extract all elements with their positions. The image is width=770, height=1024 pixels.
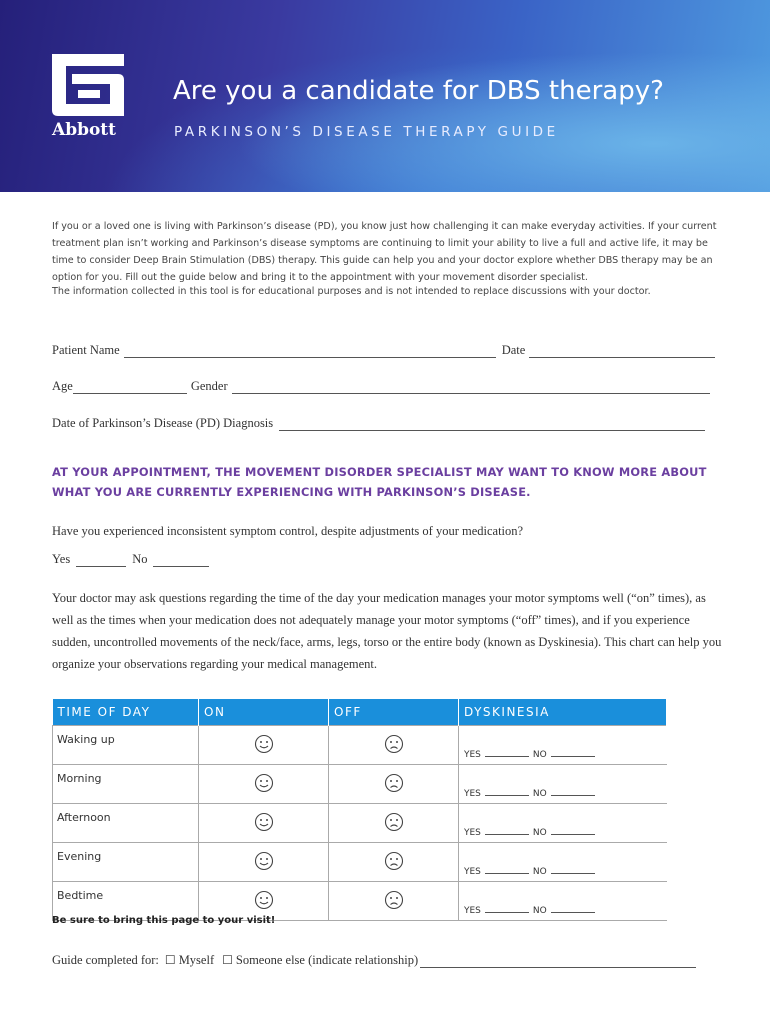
frowning-face-icon (384, 783, 404, 796)
reminder-text: Be sure to bring this page to your visit! (52, 915, 276, 926)
abbott-logo-icon (52, 54, 124, 116)
dyskinesia-yes-label: YES (464, 828, 481, 838)
off-cell[interactable] (329, 882, 459, 921)
table-row (53, 726, 667, 765)
dyskinesia-yes-field[interactable] (485, 834, 529, 835)
header-off: OFF (329, 699, 459, 726)
medication-paragraph: Your doctor may ask questions regarding the time of the day your medication manages your motor symptoms well (“on” times), as well as the times when your medication does not adequately manage your motor symptoms (“off” times), and if you experience sudden, uncontrolled movements of the neck/face, arms, legs, torso or the entire body (known as Dyskinesia). This chart can help you organize your observations regarding your medical management. (52, 591, 722, 671)
page-subtitle: PARKINSON’S DISEASE THERAPY GUIDE (174, 124, 559, 140)
patient-name-field[interactable] (124, 346, 496, 358)
completed-for-row (52, 953, 696, 968)
dyskinesia-no-field[interactable] (551, 912, 595, 913)
dyskinesia-no-label: NO (532, 750, 547, 760)
date-label: Date (501, 343, 526, 357)
on-cell[interactable] (199, 726, 329, 765)
dyskinesia-yes-field[interactable] (485, 873, 529, 874)
yes-field[interactable] (76, 555, 126, 567)
table-row (53, 843, 667, 882)
time-of-day-cell: Morning (53, 765, 199, 804)
gender-field[interactable] (232, 382, 710, 394)
symptom-question-text: Have you experienced inconsistent symptom control, despite adjustments of your medication? (52, 524, 524, 538)
symptom-question (52, 524, 523, 539)
dyskinesia-cell (459, 804, 667, 843)
someone-else-label: Someone else (indicate relationship) (235, 953, 419, 967)
diagnosis-label: Date of Parkinson’s Disease (PD) Diagnosis (52, 416, 274, 430)
time-of-day-cell: Bedtime (53, 882, 199, 921)
frowning-face-icon (384, 861, 404, 874)
smiley-face-icon (254, 900, 274, 913)
dyskinesia-no-label: NO (532, 867, 547, 877)
header-banner (0, 0, 770, 192)
frowning-face-icon (384, 822, 404, 835)
smiley-face-icon (254, 783, 274, 796)
appointment-headline: AT YOUR APPOINTMENT, THE MOVEMENT DISORDER SPECIALIST MAY WANT TO KNOW MORE ABOUT WHAT YOU ARE CURRENTLY EXPERIENCING WITH PARKINSON’S DISEASE. (52, 465, 707, 499)
dyskinesia-yes-field[interactable] (485, 795, 529, 796)
dyskinesia-no-field[interactable] (551, 756, 595, 757)
on-cell[interactable] (199, 843, 329, 882)
time-of-day-cell: Waking up (53, 726, 199, 765)
off-cell[interactable] (329, 765, 459, 804)
chart-header-row (53, 699, 667, 726)
dyskinesia-no-field[interactable] (551, 834, 595, 835)
dyskinesia-cell (459, 726, 667, 765)
dyskinesia-yes-label: YES (464, 906, 481, 916)
time-of-day-cell: Evening (53, 843, 199, 882)
gender-label: Gender (190, 379, 228, 393)
header-dyskinesia: DYSKINESIA (459, 699, 667, 726)
intro-paragraph: If you or a loved one is living with Parkinson’s disease (PD), you know just how challenging it can make everyday activities. If your current treatment plan isn’t working and Parkinson’s disease symptoms are continuing to limit your ability to live a full and active life, it may be time to consider Deep Brain Stimulation (DBS) therapy. This guide can help you and your doctor explore whether DBS therapy may be an option for you. Fill out the guide below and bring it to the appointment with your movement disorder specialist. (52, 221, 717, 283)
header-time-of-day: TIME OF DAY (53, 699, 199, 726)
dyskinesia-cell (459, 882, 667, 921)
age-gender-row (52, 379, 710, 394)
myself-checkbox[interactable]: ☐ (164, 953, 176, 967)
dyskinesia-no-label: NO (532, 906, 547, 916)
dyskinesia-yes-label: YES (464, 750, 481, 760)
header-on: ON (199, 699, 329, 726)
name-date-row (52, 343, 715, 358)
smiley-face-icon (254, 744, 274, 757)
off-cell[interactable] (329, 843, 459, 882)
table-row (53, 765, 667, 804)
someone-else-checkbox[interactable]: ☐ (222, 953, 233, 967)
frowning-face-icon (384, 900, 404, 913)
smiley-face-icon (254, 822, 274, 835)
off-cell[interactable] (329, 804, 459, 843)
dyskinesia-no-field[interactable] (551, 873, 595, 874)
dyskinesia-cell (459, 843, 667, 882)
dyskinesia-no-label: NO (532, 828, 547, 838)
dyskinesia-yes-label: YES (464, 867, 481, 877)
dyskinesia-yes-label: YES (464, 789, 481, 799)
on-cell[interactable] (199, 765, 329, 804)
diagnosis-row (52, 416, 705, 431)
disclaimer-text: The information collected in this tool is for educational purposes and is not intended to replace discussions with your doctor. (52, 286, 651, 297)
dyskinesia-no-field[interactable] (551, 795, 595, 796)
table-row (53, 804, 667, 843)
no-field[interactable] (153, 555, 209, 567)
myself-label: Myself (178, 953, 215, 967)
brand-wordmark: Abbott (52, 120, 117, 140)
dyskinesia-yes-field[interactable] (485, 756, 529, 757)
time-of-day-cell: Afternoon (53, 804, 199, 843)
dyskinesia-no-label: NO (532, 789, 547, 799)
page-title: Are you a candidate for DBS therapy? (173, 76, 664, 106)
smiley-face-icon (254, 861, 274, 874)
age-field[interactable] (73, 382, 187, 394)
no-label: No (132, 552, 148, 566)
observation-chart (52, 699, 667, 921)
off-cell[interactable] (329, 726, 459, 765)
on-cell[interactable] (199, 804, 329, 843)
relationship-field[interactable] (420, 956, 696, 968)
date-field[interactable] (529, 346, 715, 358)
completed-for-label: Guide completed for: (52, 953, 159, 967)
dyskinesia-cell (459, 765, 667, 804)
diagnosis-date-field[interactable] (279, 419, 705, 431)
yes-no-row (52, 552, 209, 567)
age-label: Age (52, 379, 73, 393)
patient-name-label: Patient Name (52, 343, 120, 357)
frowning-face-icon (384, 744, 404, 757)
yes-label: Yes (52, 552, 71, 566)
dyskinesia-yes-field[interactable] (485, 912, 529, 913)
